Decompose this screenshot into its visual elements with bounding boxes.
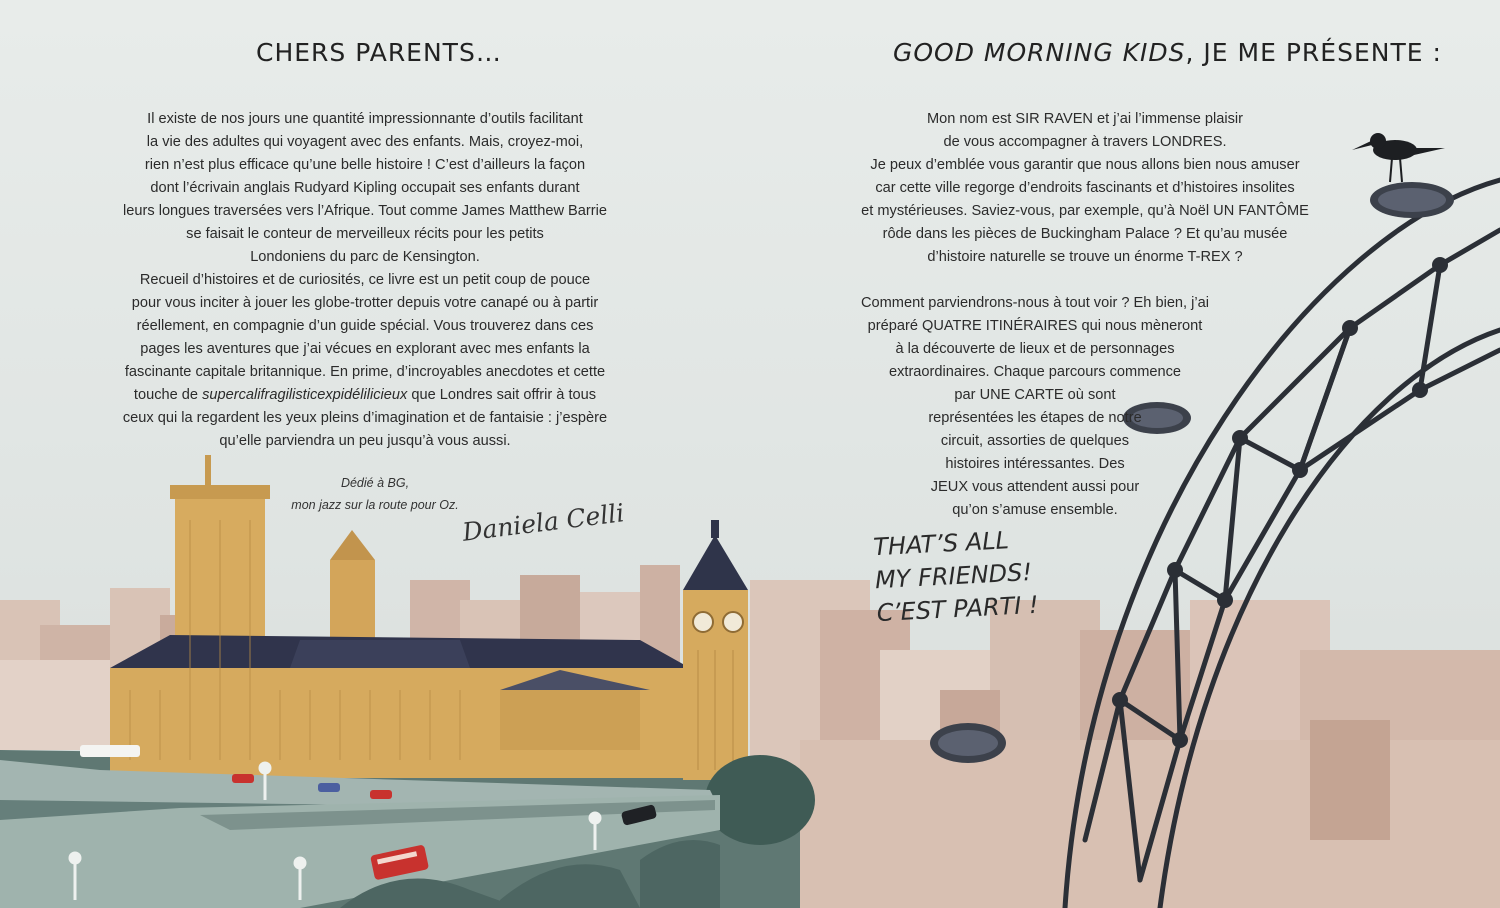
- closing-line: THAT’S ALL: [872, 526, 1010, 562]
- left-page-title: CHERS PARENTS…: [256, 38, 502, 67]
- right-page-paragraph-1: [820, 108, 1350, 269]
- text-line: Comment parviendrons-nous à tout voir ? Eh bien, j’ai: [861, 295, 1209, 311]
- text-line: se faisait le conteur de merveilleux récits pour les petits: [186, 226, 544, 242]
- white-van: [80, 745, 140, 757]
- text-line: et mystérieuses. Saviez-vous, par exemple, qu’à Noël UN FANTÔME: [861, 203, 1309, 219]
- text-line: représentées les étapes de notre: [928, 410, 1142, 426]
- right-page-paragraph-2: [820, 292, 1250, 522]
- car-blue: [318, 783, 340, 792]
- right-page-title: [893, 38, 1442, 67]
- text-line: fascinante capitale britannique. En prime, d’incroyables anecdotes et cette: [124, 364, 606, 380]
- text-line: extraordinaires. Chaque parcours commence: [888, 364, 1182, 380]
- text-line: leurs longues traversées vers l’Afrique. Tout comme James Matthew Barrie: [123, 203, 607, 219]
- author-signature: Daniela Celli: [460, 498, 626, 547]
- dedication-line: Dédié à BG,: [340, 476, 410, 490]
- text-line: réellement, en compagnie d’un guide spécial. Vous trouverez dans ces: [136, 318, 594, 334]
- text-line: pages les aventures que j’ai vécues en explorant avec mes enfants la: [140, 341, 590, 357]
- left-page-body: [95, 108, 635, 453]
- text-line: histoires intéressantes. Des: [945, 456, 1125, 472]
- text-run: touche de: [133, 387, 203, 403]
- text-line: la vie des adultes qui voyagent avec des enfants. Mais, croyez-moi,: [146, 134, 584, 150]
- text-line: par UNE CARTE où sont: [954, 387, 1116, 403]
- text-line: qu’elle parviendra un peu jusqu’à vous aussi.: [219, 433, 511, 449]
- text-line: Mon nom est SIR RAVEN et j’ai l’immense plaisir: [926, 111, 1244, 127]
- text-line: rien n’est plus efficace qu’une belle histoire ! C’est d’ailleurs la façon: [144, 157, 586, 173]
- text-line: préparé QUATRE ITINÉRAIRES qui nous mèneront: [867, 318, 1203, 334]
- text-line: à la découverte de lieux et de personnages: [895, 341, 1175, 357]
- closing-handwritten: [873, 523, 1040, 630]
- text-line: pour vous inciter à jouer les globe-trotter depuis votre canapé ou à partir: [131, 295, 599, 311]
- trees: [705, 755, 815, 845]
- text-line: circuit, assorties de quelques: [940, 433, 1130, 449]
- title-italic: GOOD MORNING KIDS: [893, 38, 1186, 67]
- car-red-2: [370, 790, 392, 799]
- closing-line: C’EST PARTI !: [876, 590, 1040, 628]
- text-line: rôde dans les pièces de Buckingham Palace ? Et qu’au musée: [882, 226, 1288, 242]
- text-line: Londoniens du parc de Kensington.: [250, 249, 480, 265]
- text-line: de vous accompagner à travers LONDRES.: [943, 134, 1227, 150]
- sir-raven-bird: [1352, 133, 1445, 182]
- text-line: [95, 384, 635, 407]
- text-line: qu’on s’amuse ensemble.: [952, 502, 1118, 518]
- dedication: [270, 472, 480, 516]
- closing-line: MY FRIENDS!: [874, 558, 1033, 595]
- text-line: JEUX vous attendent aussi pour: [930, 479, 1140, 495]
- text-run: que Londres sait offrir à tous: [407, 387, 597, 403]
- text-line: Il existe de nos jours une quantité impressionnante d’outils facilitant: [147, 111, 583, 127]
- car-red: [232, 774, 254, 783]
- title-rest: , JE ME PRÉSENTE :: [1185, 38, 1442, 67]
- big-ben-tower: [683, 520, 748, 780]
- text-line: car cette ville regorge d’endroits fascinants et d’histoires insolites: [875, 180, 1295, 196]
- text-line: ceux qui la regardent les yeux pleins d’imagination et de fantaisie : j’espère: [122, 410, 608, 426]
- text-line: Je peux d’emblée vous garantir que nous allons bien nous amuser: [870, 157, 1300, 173]
- text-line: dont l’écrivain anglais Rudyard Kipling occupait ses enfants durant: [150, 180, 580, 196]
- dedication-line: mon jazz sur la route pour Oz.: [291, 498, 459, 512]
- text-line: d’histoire naturelle se trouve un énorme T-REX ?: [927, 249, 1243, 265]
- italic-word: supercalifragilisticexpidélilicieux: [202, 387, 408, 403]
- text-line: Recueil d’histoires et de curiosités, ce livre est un petit coup de pouce: [139, 272, 591, 288]
